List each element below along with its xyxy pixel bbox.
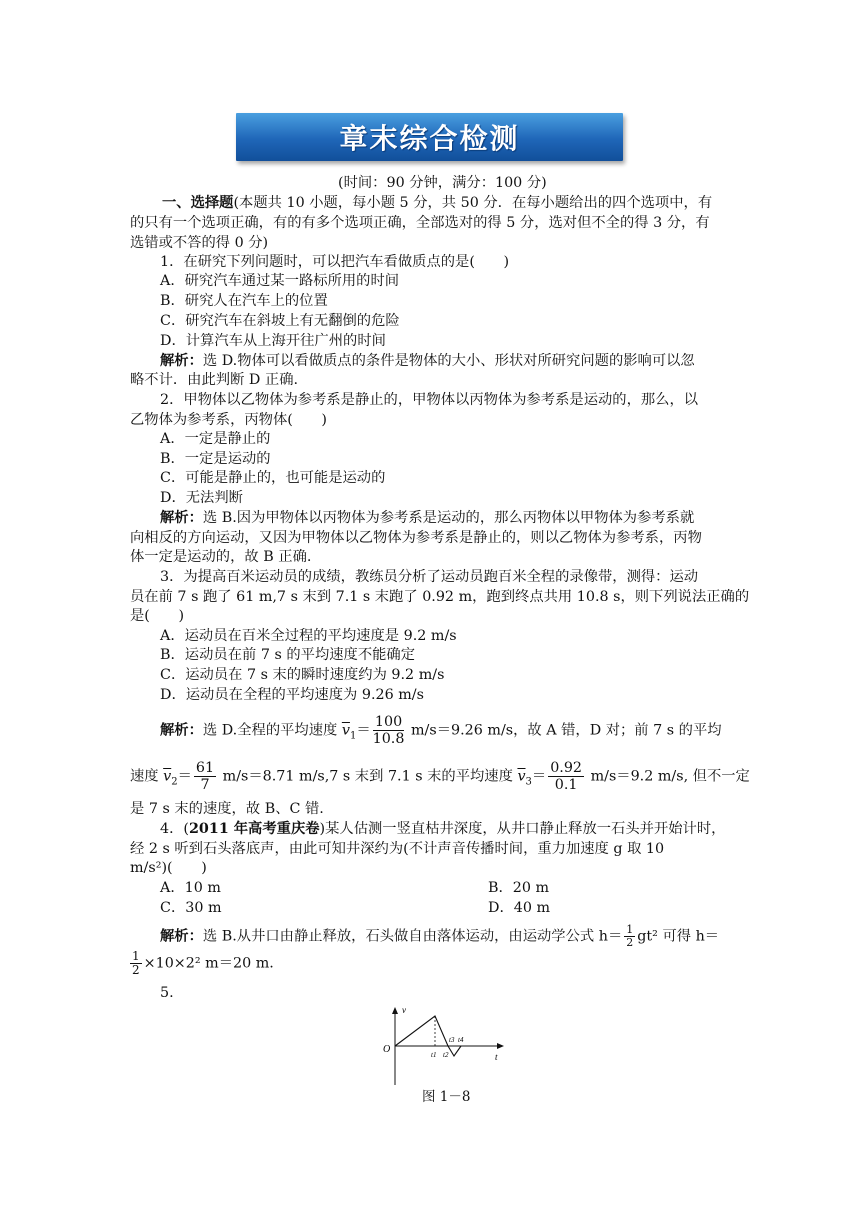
q4-source: 2011 年高考重庆卷 [188,821,320,837]
q4-option-d: D．40 m [488,900,551,916]
q4-half-fraction-2 [130,950,142,977]
q2-analysis-line-2: 向相反的方向运动，又因为甲物体以乙物体为参考系是静止的，则以乙物体为参考系，丙物 [130,530,702,546]
q4-option-b: B．20 m [488,880,550,896]
v2-equals: ＝ [177,768,192,785]
q2-analysis-line-1 [160,508,694,528]
t-axis-label: t [495,1052,498,1062]
q1-option-b: B．研究人在汽车上的位置 [160,293,328,309]
q4-stem-text-1: 4．( [160,821,189,837]
q2-stem-line-1: 2．甲物体以乙物体为参考系是静止的，甲物体以丙物体为参考系是运动的，那么，以 [160,392,699,408]
t1-label: t1 [431,1051,437,1059]
vt-graph-figure [375,1005,510,1085]
q2-analysis-line-3: 体一定是运动的，故 B 正确. [130,549,312,565]
v1-subscript: 1 [349,730,357,742]
v1-symbol: $\overline{v}$ [341,722,350,739]
q3-stem-line-1: 3．为提高百米运动员的成绩，教练员分析了运动员跑百米全程的录像带，测得：运动 [160,569,699,585]
time-info: (时间：90 分钟，满分：100 分) [338,175,547,191]
q4-analysis-line-2 [130,950,274,977]
q1-option-d: D．计算汽车从上海开往广州的时间 [160,333,386,349]
q2-option-a: A．一定是静止的 [160,431,271,447]
q3-analysis-label: 解析： [160,722,203,739]
q4-option-c: C．30 m [160,900,222,916]
q3-option-c: C．运动员在 7 s 末的瞬时速度约为 9.2 m/s [160,667,445,683]
q3-analysis-line-2 [130,760,750,793]
q1-option-a: A．研究汽车通过某一路标所用的时间 [160,273,400,289]
q2-option-d: D．无法判断 [160,490,243,506]
q2-option-b: B．一定是运动的 [160,451,271,467]
v3-subscript: 3 [525,776,532,788]
q4-analysis-label: 解析： [160,928,203,945]
q4-half-fraction [624,924,635,949]
v2-fraction [194,760,216,793]
q4-stem-text-2: )某人估测一竖直枯井深度，从井口静止释放一石头并开始计时， [319,821,726,837]
v1-denominator: 10.8 [372,731,405,747]
v2-symbol: $\overline{v}$ [163,768,172,785]
q3-option-d: D．运动员在全程的平均速度为 9.26 m/s [160,687,424,703]
q1-analysis-line-1 [160,351,695,371]
v3-symbol: $\overline{v}$ [517,768,526,785]
t4-label: t4 [458,1036,464,1044]
q3-analysis-line-3: 是 7 s 末的速度，故 B、C 错. [130,801,324,817]
q4-analysis-text-2: gt² 可得 h＝ [637,928,720,945]
q3-analysis-text-3: 速度 [130,768,159,785]
v1-fraction [373,714,405,747]
q2-option-c: C．可能是静止的，也可能是运动的 [160,470,386,486]
q4-analysis-line-1 [160,924,719,949]
q2-analysis-text: 选 B.因为甲物体以丙物体为参考系是运动的，那么丙物体以甲物体为参考系就 [202,510,695,526]
section-intro-line-2: 的只有一个选项正确，有的有多个选项正确，全部选对的得 5 分，选对但不全的得 3 分，有 [130,215,710,231]
q1-option-c: C．研究汽车在斜坡上有无翻倒的危险 [160,313,400,329]
v3-denominator: 0.1 [554,777,578,793]
section-intro-line-3: 选错或不答的得 0 分) [130,235,269,251]
v2-subscript: 2 [171,776,178,788]
q3-analysis-line-1 [160,714,722,747]
q3-analysis-text-5: m/s＝9.2 m/s, 但不一定 [590,768,750,785]
q4-analysis-text-1: 选 B.从井口由静止释放，石头做自由落体运动，由运动学公式 h＝ [202,928,623,945]
v3-fraction [548,760,584,793]
banner-title: 章末综合检测 [339,122,520,155]
v2-numerator: 61 [195,760,215,776]
chapter-banner [236,113,623,161]
q1-analysis-label: 解析： [160,353,203,369]
q1-analysis-text: 选 D.物体可以看做质点的条件是物体的大小、形状对所研究问题的影响可以忽 [202,353,695,369]
q3-stem-line-2: 员在前 7 s 跑了 61 m,7 s 末到 7.1 s 末跑了 0.92 m，跑到终点共用 10.8 s，则下列说法正确的 [130,589,750,605]
v1-equals: ＝ [356,722,371,739]
q4-stem-line-3: m/s²)( ) [130,860,207,876]
q4-stem-line-2: 经 2 s 听到石头落底声，由此可知井深约为(不计声音传播时间，重力加速度 g 取 10 [130,841,665,857]
q4-analysis-text-3: ×10×2² m＝20 m. [143,955,274,972]
v1-numerator: 100 [373,714,405,731]
v-axis-arrow [392,1007,398,1014]
q1-stem: 1．在研究下列问题时，可以把汽车看做质点的是( ) [160,254,510,270]
t3-label: t3 [449,1036,455,1044]
q5-stem: 5. [160,985,174,1001]
t2-label: t2 [443,1051,449,1059]
v3-equals: ＝ [531,768,547,785]
figure-caption: 图 1－8 [422,1089,471,1105]
q3-analysis-text-1: 选 D.全程的平均速度 [202,722,338,739]
q3-analysis-text-2: m/s＝9.26 m/s，故 A 错，D 对；前 7 s 的平均 [411,722,722,739]
v2-denominator: 7 [200,777,210,793]
section-heading: 一、选择题 [162,195,234,211]
q4-half-numerator-2: 1 [132,949,140,963]
q3-analysis-text-4: m/s＝8.71 m/s,7 s 末到 7.1 s 末的平均速度 [222,768,513,785]
q3-option-b: B．运动员在前 7 s 的平均速度不能确定 [160,647,416,663]
q4-stem-line-1 [160,819,725,839]
q1-analysis-line-2: 略不计．由此判断 D 正确. [130,372,299,388]
section-intro-line-1 [162,193,712,213]
q2-analysis-label: 解析： [160,510,203,526]
q2-stem-line-2: 乙物体为参考系，丙物体( ) [130,412,328,428]
t-axis-arrow [497,1043,504,1049]
q4-half-denominator: 2 [626,936,634,949]
q4-half-denominator-2: 2 [132,963,140,977]
q4-option-a: A．10 m [160,880,221,896]
origin-label: O [383,1044,391,1055]
q3-option-a: A．运动员在百米全过程的平均速度是 9.2 m/s [160,628,457,644]
q4-half-numerator: 1 [626,923,634,936]
q3-stem-line-3: 是( ) [130,608,185,624]
v3-numerator: 0.92 [550,760,583,776]
v-axis-label: v [402,1005,406,1015]
section-intro-text: (本题共 10 小题，每小题 5 分，共 50 分．在每小题给出的四个选项中，有 [233,195,713,211]
